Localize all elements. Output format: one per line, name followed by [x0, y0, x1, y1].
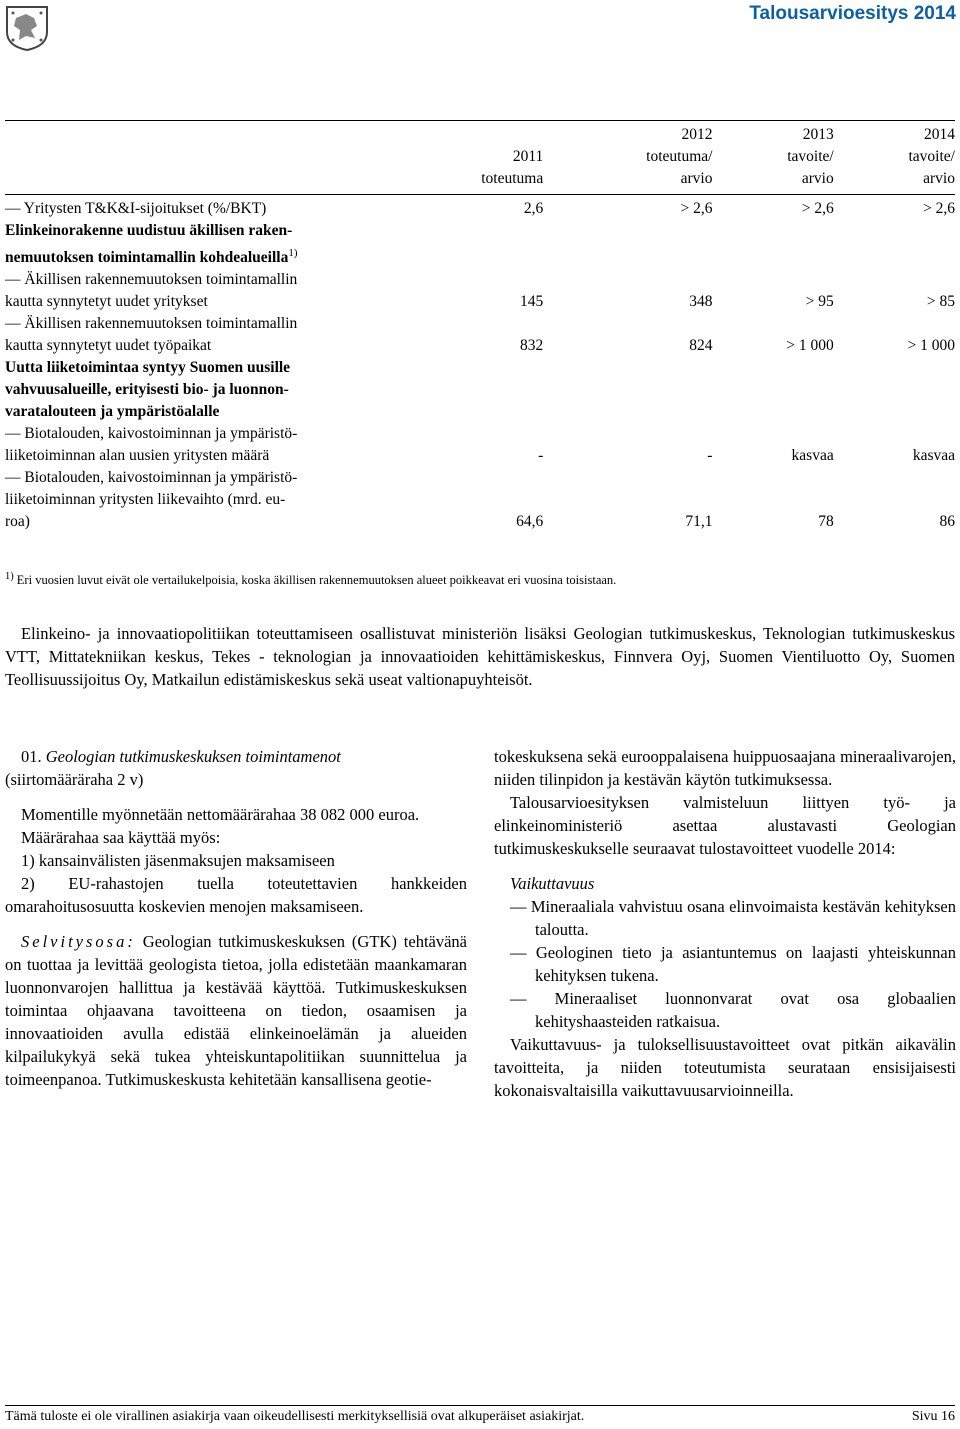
- cell-value: > 95: [805, 293, 834, 311]
- table-header-2014: 2014 tavoite/ arvio: [908, 126, 955, 187]
- subheading-impact: Vaikuttavuus: [510, 874, 595, 893]
- table-header-2011: 2011 toteutuma: [481, 148, 544, 187]
- cell-value: > 2,6: [923, 200, 955, 217]
- cell-value: > 85: [926, 293, 955, 311]
- cell-value: 2,6: [523, 200, 544, 217]
- left-column: [5, 745, 467, 1091]
- cell-value: kasvaa: [912, 447, 955, 465]
- table-row: [5, 220, 955, 269]
- row-label: — Äkillisen rakennemuutoksen toimintamallin kautta synnytetyt uudet työpaikat: [5, 315, 298, 355]
- cell-value: 832: [520, 337, 544, 355]
- table-header-2012: 2012 toteutuma/ arvio: [646, 126, 713, 187]
- cell-value: > 2,6: [801, 200, 834, 217]
- row-label: — Yritysten T&K&I-sijoitukset (%/BKT): [5, 200, 267, 217]
- table-footnote: [5, 571, 616, 588]
- row-label: — Biotalouden, kaivostoiminnan ja ympäristö- liiketoiminnan yritysten liikevaihto (mrd. eu- roa): [5, 469, 298, 531]
- indicator-table: [5, 120, 955, 533]
- table-row: [5, 467, 955, 533]
- table-header-empty: [5, 121, 385, 195]
- explanation-paragraph: Selvitysosa: Geologian tutkimuskeskuksen (GTK) tehtävänä on tuottaa ja levittää geologista tietoa, jolla edistetään maankamaran luonnonvarojen hallittua ja kestävää käyttöä. Tutkimuskeskuksen toimintaa ohjaavana tavoitteena on tiedon, osaamisen ja innovaatioiden avulla edistää elinkeinoelämän ja alueiden kilpailukykyä sekä tukea yhteiskuntapolitiikan suunnittelua ja toimeenpanoa. Tutkimuskeskusta kehitetään kansallisena geotie-: [5, 932, 468, 1089]
- target-item: — Geologinen tieto ja asiantuntemus on laajasti yhteiskunnan kehityksen tukena.: [510, 943, 956, 985]
- appropriation-text: Momentille myönnetään nettomäärärahaa 38 082 000 euroa.: [21, 805, 420, 824]
- section-heading: 01. Geologian tutkimuskeskuksen toimintamenot: [21, 747, 341, 766]
- usage-item-1: 1) kansainvälisten jäsenmaksujen maksamiseen: [21, 851, 335, 870]
- row-label: Elinkeinorakenne uudistuu äkillisen raken- nemuutoksen toimintamallin kohdealueilla$^{1)}$: [5, 222, 298, 267]
- section-subheading: (siirtomääräraha 2 v): [5, 770, 144, 789]
- footnote-text: Eri vuosien luvut eivät ole vertailukelpoisia, koska äkillisen rakennemuutoksen alueet poikkeavat eri vuosina toisistaan.: [16, 573, 617, 588]
- cell-value: > 2,6: [680, 200, 713, 217]
- cell-value: -: [538, 447, 544, 465]
- table-header-2013: 2013 tavoite/ arvio: [787, 126, 834, 187]
- cell-value: 64,6: [516, 513, 544, 531]
- table-row: [5, 269, 955, 313]
- table-header-row: [5, 121, 955, 195]
- target-item: — Mineraaliset luonnonvarat ovat osa globaalien kehityshaasteiden ratkaisua.: [510, 989, 956, 1031]
- row-label: Uutta liiketoimintaa syntyy Suomen uusille vahvuusalueille, erityisesti bio- ja luonnon- varatalouteen ja ympäristöalalle: [5, 359, 291, 421]
- continued-paragraph: tokeskuksena sekä eurooppalaisena huippuosaajana mineraalivarojen, niiden tilinpidon ja kestävän käytön tutkimuksessa.: [494, 747, 956, 789]
- cell-value: kasvaa: [791, 447, 834, 465]
- usage-intro: Määrärahaa saa käyttää myös:: [21, 828, 221, 847]
- closing-paragraph: Vaikuttavuus- ja tuloksellisuustavoitteet ovat pitkän aikavälin tavoitteita, ja niiden toteutumista seurataan ensisijaisesti kokonaisvaltaisilla vaikuttavuusarvioinneilla.: [494, 1035, 956, 1100]
- intro-paragraph: Elinkeino- ja innovaatiopolitiikan toteuttamiseen osallistuvat ministeriön lisäksi Geologian tutkimuskeskus, Teknologian tutkimuskeskus VTT, Mittatekniikan keskus, Tekes - teknologian ja innovaatioiden kehittämiskeskus, Finnvera Oyj, Suomen Vientiluotto Oy, Suomen Teollisuussijoitus Oy, Matkailun edistämiskeskus sekä useat valtionapuyhteisöt.: [5, 624, 955, 689]
- table-row: [5, 423, 955, 467]
- table-row: [5, 195, 955, 221]
- target-item: — Mineraaliala vahvistuu osana elinvoimaista kestävän kehityksen taloutta.: [510, 897, 956, 939]
- row-label: — Biotalouden, kaivostoiminnan ja ympäristö- liiketoiminnan alan uusien yritysten määrä: [5, 425, 298, 465]
- table-row: [5, 357, 955, 423]
- cell-value: 86: [939, 513, 955, 531]
- table-row: [5, 313, 955, 357]
- coat-of-arms-icon: [4, 4, 50, 52]
- right-column: [494, 745, 956, 1102]
- page-number: Sivu 16: [911, 1409, 955, 1424]
- footer-disclaimer: Tämä tuloste ei ole virallinen asiakirja vaan oikeudellisesti merkityksellisiä ovat alkuperäiset asiakirjat.: [5, 1409, 585, 1424]
- cell-value: -: [707, 447, 713, 465]
- document-title: Talousarvioesitys 2014: [749, 3, 956, 24]
- cell-value: 348: [689, 293, 713, 311]
- cell-value: 71,1: [685, 513, 713, 531]
- usage-item-2: 2) EU-rahastojen tuella toteutettavien hankkeiden omarahoitusosuutta koskevien menojen maksamiseen.: [5, 874, 467, 916]
- cell-value: > 1 000: [907, 337, 955, 355]
- footnote-ref: 1): [288, 247, 298, 259]
- cell-value: 145: [520, 293, 544, 311]
- cell-value: 78: [818, 513, 834, 531]
- cell-value: > 1 000: [786, 337, 834, 355]
- cell-value: 824: [689, 337, 713, 355]
- page-footer: [5, 1409, 955, 1425]
- footer-rule: [5, 1405, 955, 1406]
- footnote-mark: 1): [5, 571, 14, 582]
- targets-intro: Talousarvioesityksen valmisteluun liittyen työ- ja elinkeinoministeriö asettaa alustavasti Geologian tutkimuskeskukselle seuraavat tulostavoitteet vuodelle 2014:: [494, 793, 956, 858]
- row-label: — Äkillisen rakennemuutoksen toimintamallin kautta synnytetyt uudet yritykset: [5, 271, 298, 311]
- page-header: [0, 0, 960, 100]
